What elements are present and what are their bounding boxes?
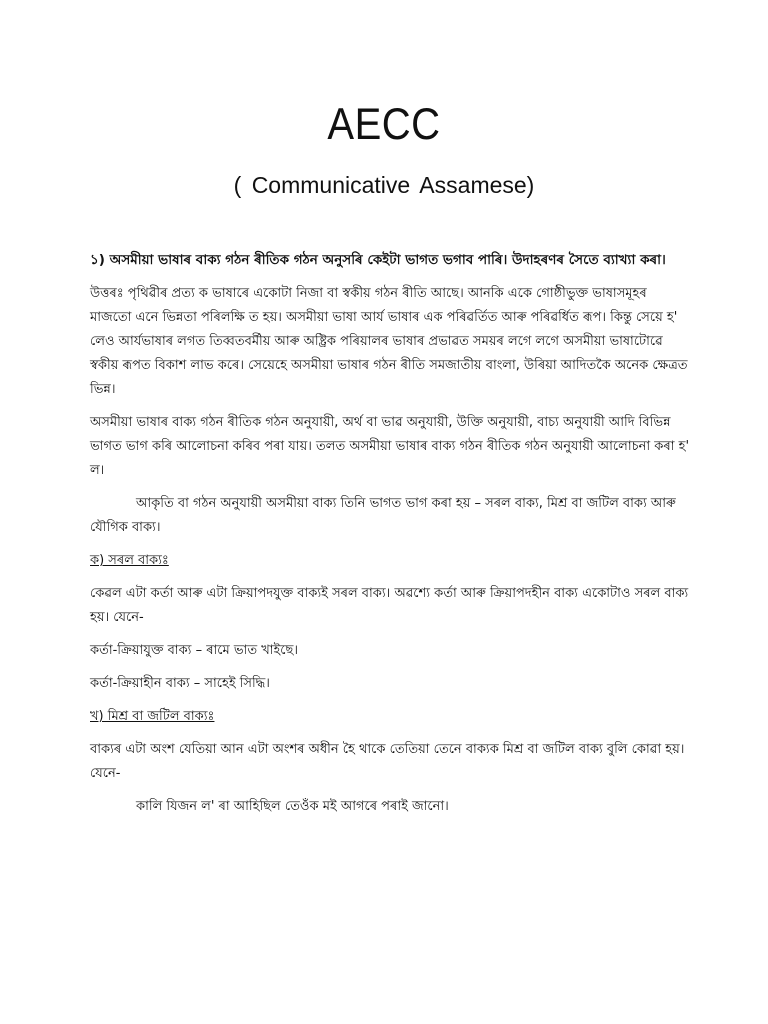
section-heading-complex-sentence: খ) মিশ্ৰ বা জটিল বাক্যঃ (90, 709, 215, 724)
answer-paragraph-2: অসমীয়া ভাষাৰ বাক্য গঠন ৰীতিক গঠন অনুযায়ী, অৰ্থ বা ভাৱ অনুযায়ী, উক্তি অনুযায়ী, বাচ্য অনুযায়ী আদি বিভিন্ন ভাগত ভাগ কৰি আলোচনা কৰিব পৰা যায়। তলত অসমীয়া ভাষাৰ বাক্য গঠন ৰীতিক গঠন অনুযায়ী আলোচনা কৰা হ' ল। (90, 415, 690, 478)
answer-paragraph-3: আকৃতি বা গঠন অনুযায়ী অসমীয়া বাক্য তিনি ভাগত ভাগ কৰা হয় – সৰল বাক্য, মিশ্ৰ বা জটিল বাক্য আৰু যৌগিক বাক্য। (90, 496, 676, 535)
section-heading-simple-sentence: ক) সৰল বাক্যঃ (90, 553, 169, 568)
example-line-3: কালি যিজন ল' ৰা আহিছিল তেওঁক মই আগৰে পৰাই জানো। (136, 799, 449, 814)
question-text: ১) অসমীয়া ভাষাৰ বাক্য গঠন ৰীতিক গঠন অনুসৰি কেইটা ভাগত ভগাব পাৰি। উদাহৰণৰ সৈতে ব্যাখ্যা কৰা। (90, 252, 666, 268)
document-body (90, 248, 690, 828)
document-subtitle: ( Communicative Assamese) (233, 172, 535, 198)
document-title: AECC (327, 100, 441, 150)
answer-paragraph-1: উত্তৰঃ পৃথিৱীৰ প্ৰত্য ক ভাষাৰে একোটা নিজা বা স্বকীয় গঠন ৰীতি আছে। আনকি একে গোষ্ঠীভুক্ত ভাষাসমূহৰ মাজতো এনে ভিন্নতা পৰিলক্ষি ত হয়। অসমীয়া ভাষা আৰ্য ভাষাৰ এক পৰিৱৰ্তিত আৰু পৰিৱৰ্ধিত ৰূপ। কিন্তু সেয়ে হ' লেও আৰ্যভাষাৰ লগত তিব্বতবৰ্মীয় আৰু অষ্ট্ৰিক পৰিয়ালৰ ভাষাৰ প্ৰভাৱত সময়ৰ লগে লগে অসমীয়া ভাষাটোৱে স্বকীয় ৰূপত বিকাশ লাভ কৰে। সেয়েহে অসমীয়া ভাষাৰ গঠন ৰীতি সমজাতীয় বাংলা, উৰিয়া আদিতকৈ অনেক ক্ষেত্ৰত ভিন্ন। (90, 286, 688, 397)
answer-paragraph-4: কেৱল এটা কৰ্তা আৰু এটা ক্ৰিয়াপদযুক্ত বাক্যই সৰল বাক্য। অৱশ্যে কৰ্তা আৰু ক্ৰিয়াপদহীন বাক্য একোটাও সৰল বাক্য হয়। যেনে- (90, 586, 689, 625)
example-line-1: কৰ্তা-ক্ৰিয়াযুক্ত বাক্য – ৰামে ভাত খাইছে। (90, 643, 299, 658)
example-line-2: কৰ্তা-ক্ৰিয়াহীন বাক্য – সাহেই সিদ্ধি। (90, 676, 270, 691)
answer-paragraph-5: বাক্যৰ এটা অংশ যেতিয়া আন এটা অংশৰ অধীন হৈ থাকে তেতিয়া তেনে বাক্যক মিশ্ৰ বা জটিল বাক্য বুলি কোৱা হয়। যেনে- (90, 742, 685, 781)
